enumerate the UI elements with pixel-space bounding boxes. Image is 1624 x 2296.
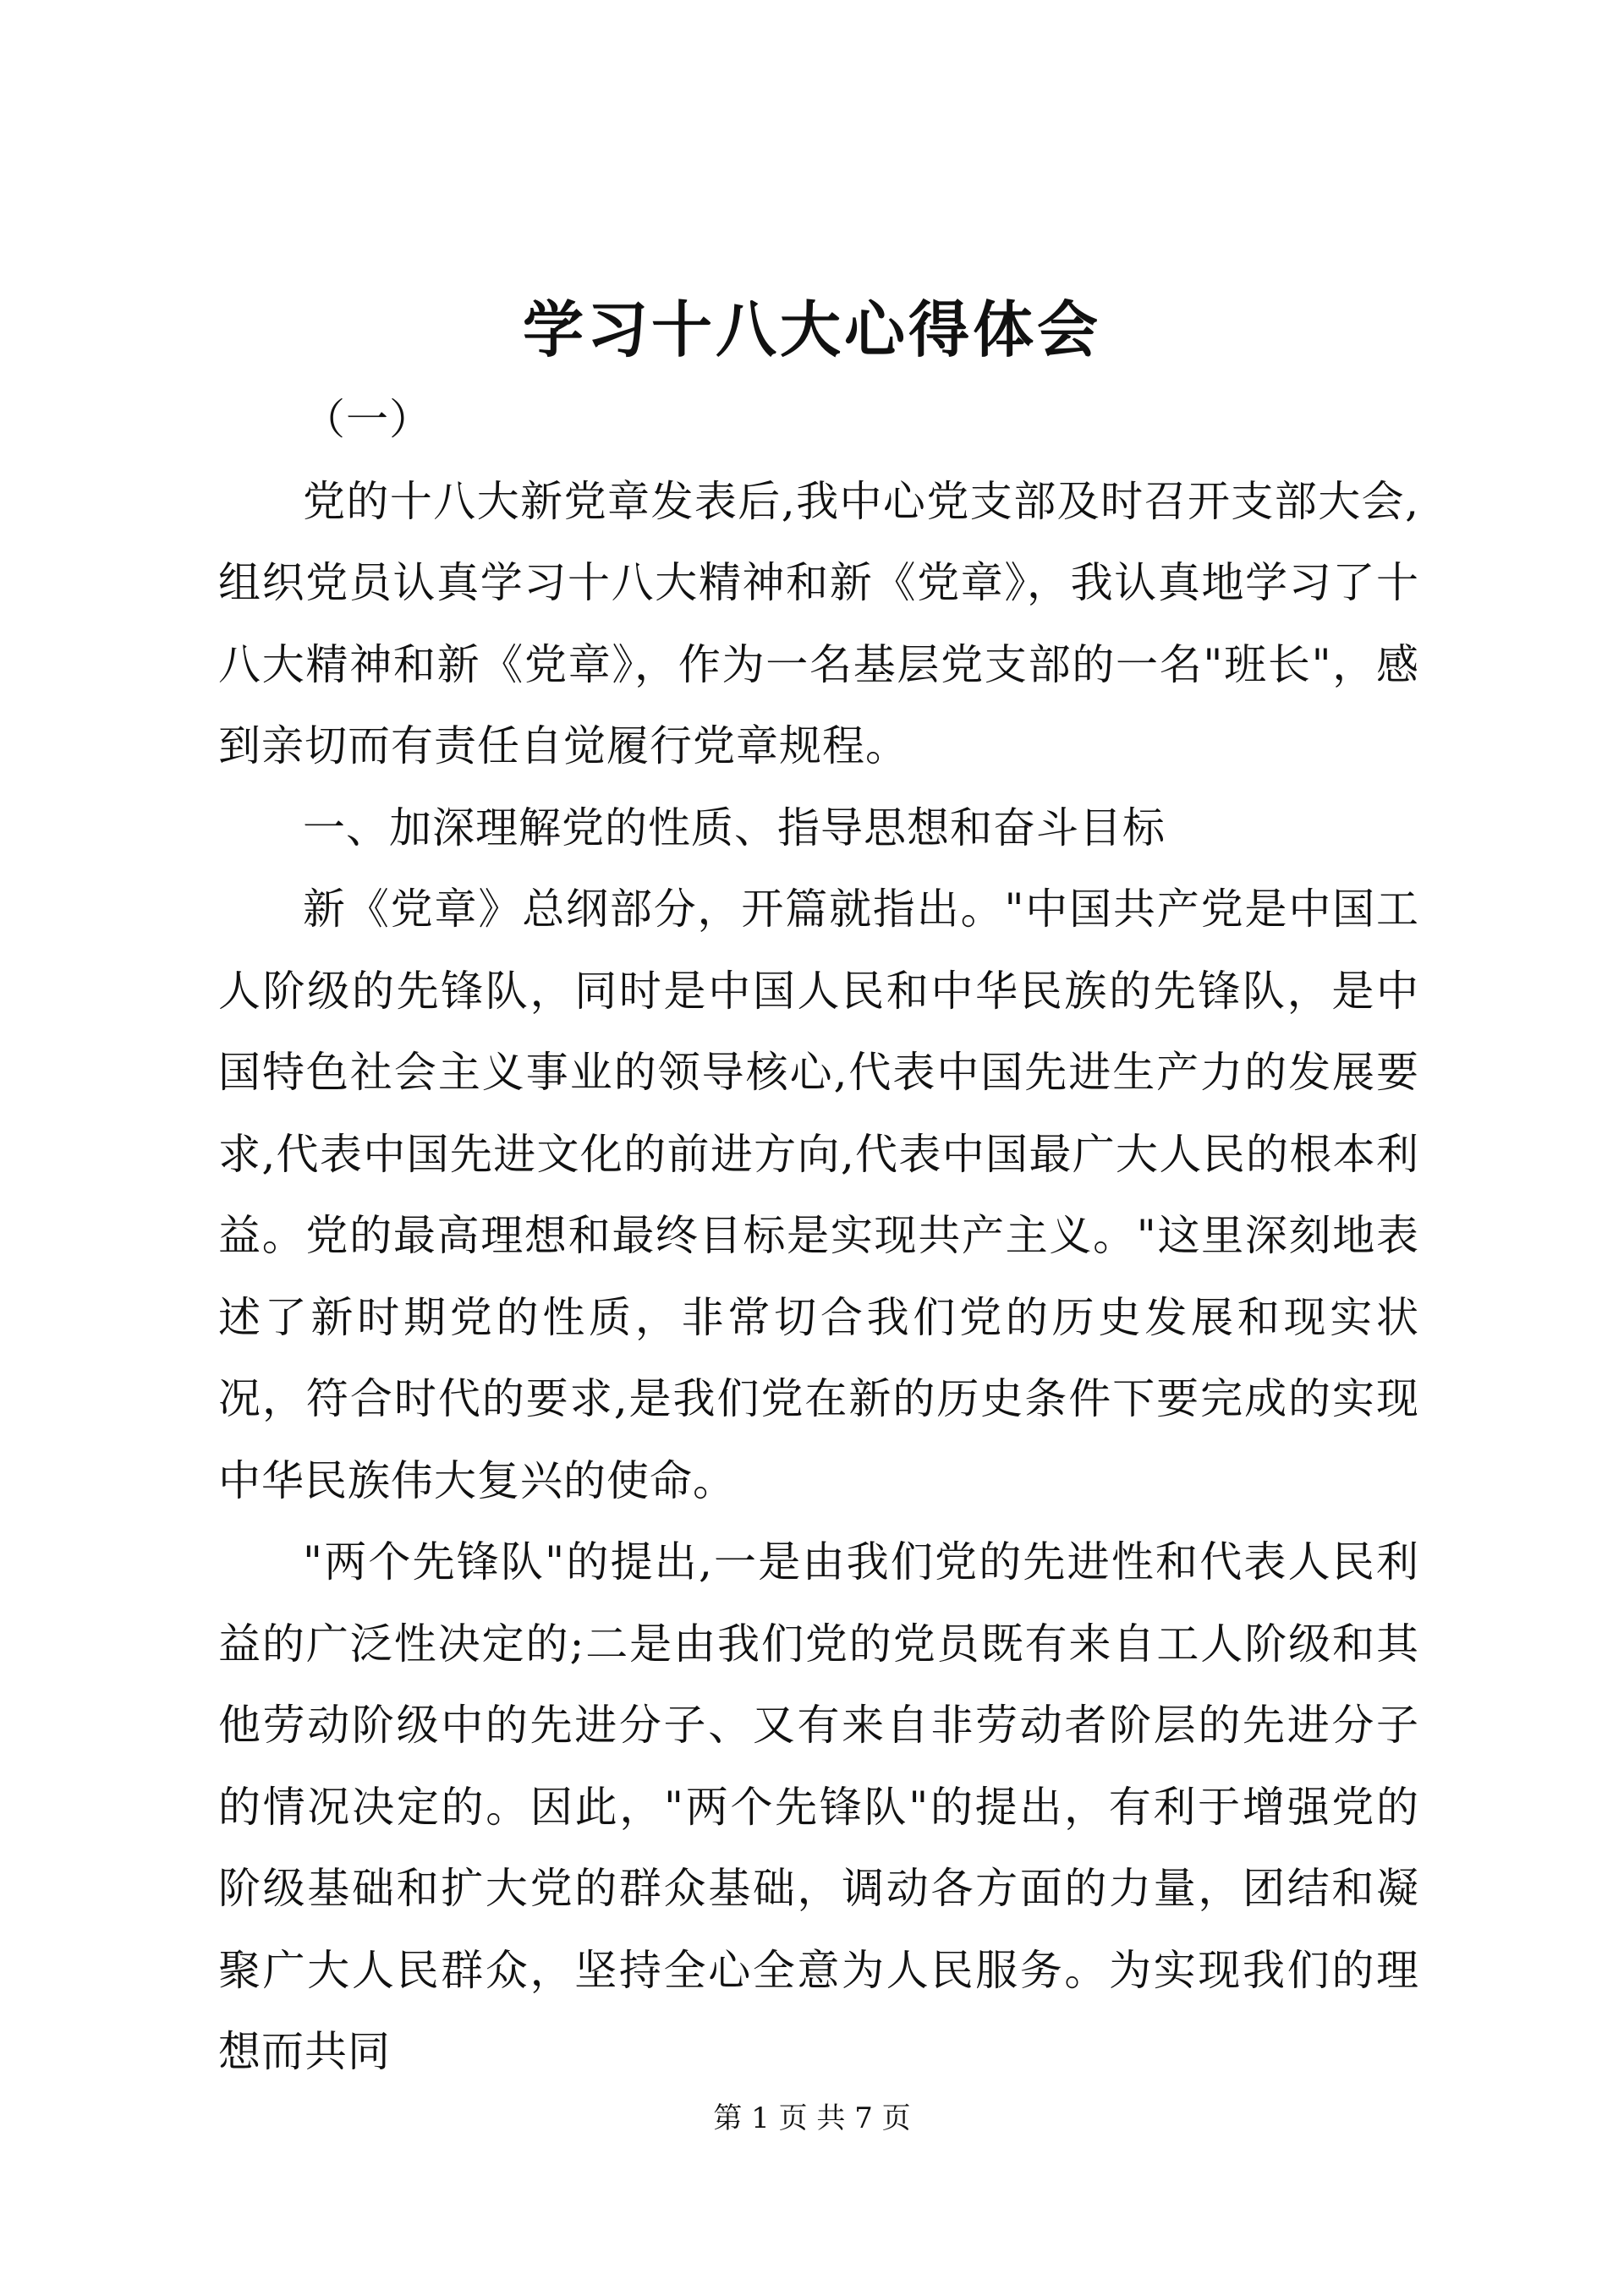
paragraph-intro: 党的十八大新党章发表后,我中心党支部及时召开支部大会,组织党员认真学习十八大精神和新《党章》，我认真地学习了十八大精神和新《党章》，作为一名基层党支部的一名"班长"，感到亲切而有责任自觉履行党章规程。 (218, 476, 1419, 770)
document-title: 学习十八大心得体会 (522, 293, 1101, 365)
paragraph-section-marker: （一） (303, 395, 432, 444)
paragraph-heading-one: 一、加深理解党的性质、指导思想和奋斗目标 (303, 803, 1166, 852)
paragraph-two-vanguards: "两个先锋队"的提出,一是由我们党的先进性和代表人民利益的广泛性决定的;二是由我们党的党员既有来自工人阶级和其他劳动阶级中的先进分子、又有来自非劳动者阶层的先进分子的情况决定的。因此，"两个先锋队"的提出，有利于增强党的阶级基础和扩大党的群众基础，调动各方面的力量，团结和凝聚广大人民群众，坚持全心全意为人民服务。为实现我们的理想而共同 (218, 1537, 1419, 2076)
document-body (218, 379, 1419, 2093)
paragraph-party-nature: 新《党章》总纲部分，开篇就指出。"中国共产党是中国工人阶级的先锋队，同时是中国人民和中华民族的先锋队，是中国特色社会主义事业的领导核心,代表中国先进生产力的发展要求,代表中国先进文化的前进方向,代表中国最广大人民的根本利益。党的最高理想和最终目标是实现共产主义。"这里深刻地表述了新时期党的性质，非常切合我们党的历史发展和现实状况，符合时代的要求,是我们党在新的历史条件下要完成的实现中华民族伟大复兴的使命。 (218, 885, 1419, 1505)
page-number-footer: 第 1 页 共 7 页 (713, 2101, 911, 2135)
